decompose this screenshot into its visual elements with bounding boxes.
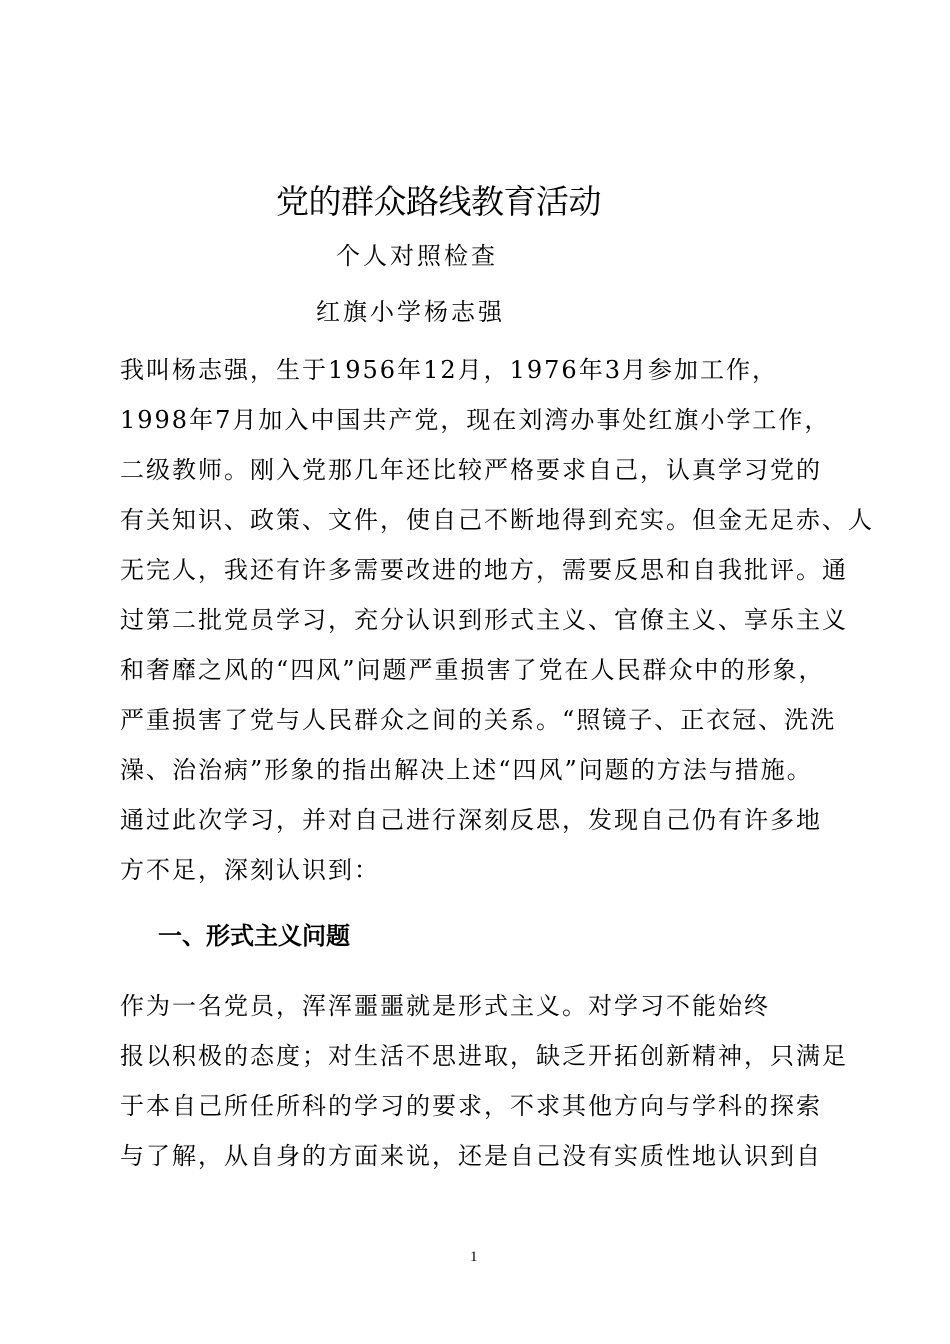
paragraph-line: 于本自己所任所科的学习的要求，不求其他方向与学科的探索 bbox=[120, 1092, 822, 1120]
paragraph-line: 我叫杨志强，生于1956年12月，1976年3月参加工作， bbox=[120, 356, 778, 384]
document-title: 党的群众路线教育活动 bbox=[276, 182, 601, 221]
paragraph-line: 作为一名党员，浑浑噩噩就是形式主义。对学习不能始终 bbox=[120, 992, 770, 1020]
paragraph-line: 方不足，深刻认识到： bbox=[120, 856, 380, 884]
section-heading: 一、形式主义问题 bbox=[158, 922, 350, 950]
document-subtitle: 个人对照检查 bbox=[336, 242, 498, 270]
paragraph-line: 过第二批党员学习，充分认识到形式主义、官僚主义、享乐主义 bbox=[120, 606, 848, 634]
paragraph-line: 澡、治治病”形象的指出解决上述“四风”问题的方法与措施。 bbox=[120, 756, 813, 784]
paragraph-line: 1998年7月加入中国共产党，现在刘湾办事处红旗小学工作， bbox=[120, 406, 831, 434]
paragraph-line: 二级教师。刚入党那几年还比较严格要求自己，认真学习党的 bbox=[120, 456, 822, 484]
paragraph-line: 有关知识、政策、文件，使自己不断地得到充实。但金无足赤、人 bbox=[120, 506, 874, 534]
paragraph-line: 严重损害了党与人民群众之间的关系。“照镜子、正衣冠、洗洗 bbox=[120, 706, 837, 734]
paragraph-line: 和奢靡之风的“四风”问题严重损害了党在人民群众中的形象， bbox=[120, 656, 825, 684]
paragraph-line: 无完人，我还有许多需要改进的地方，需要反思和自我批评。通 bbox=[120, 556, 848, 584]
paragraph-line: 与了解，从自身的方面来说，还是自己没有实质性地认识到自 bbox=[120, 1142, 822, 1170]
paragraph-line: 通过此次学习，并对自己进行深刻反思，发现自己仍有许多地 bbox=[120, 806, 822, 834]
page-number: 1 bbox=[470, 1249, 478, 1265]
document-author: 红旗小学杨志强 bbox=[316, 298, 505, 326]
paragraph-line: 报以积极的态度；对生活不思进取，缺乏开拓创新精神，只满足 bbox=[120, 1042, 848, 1070]
